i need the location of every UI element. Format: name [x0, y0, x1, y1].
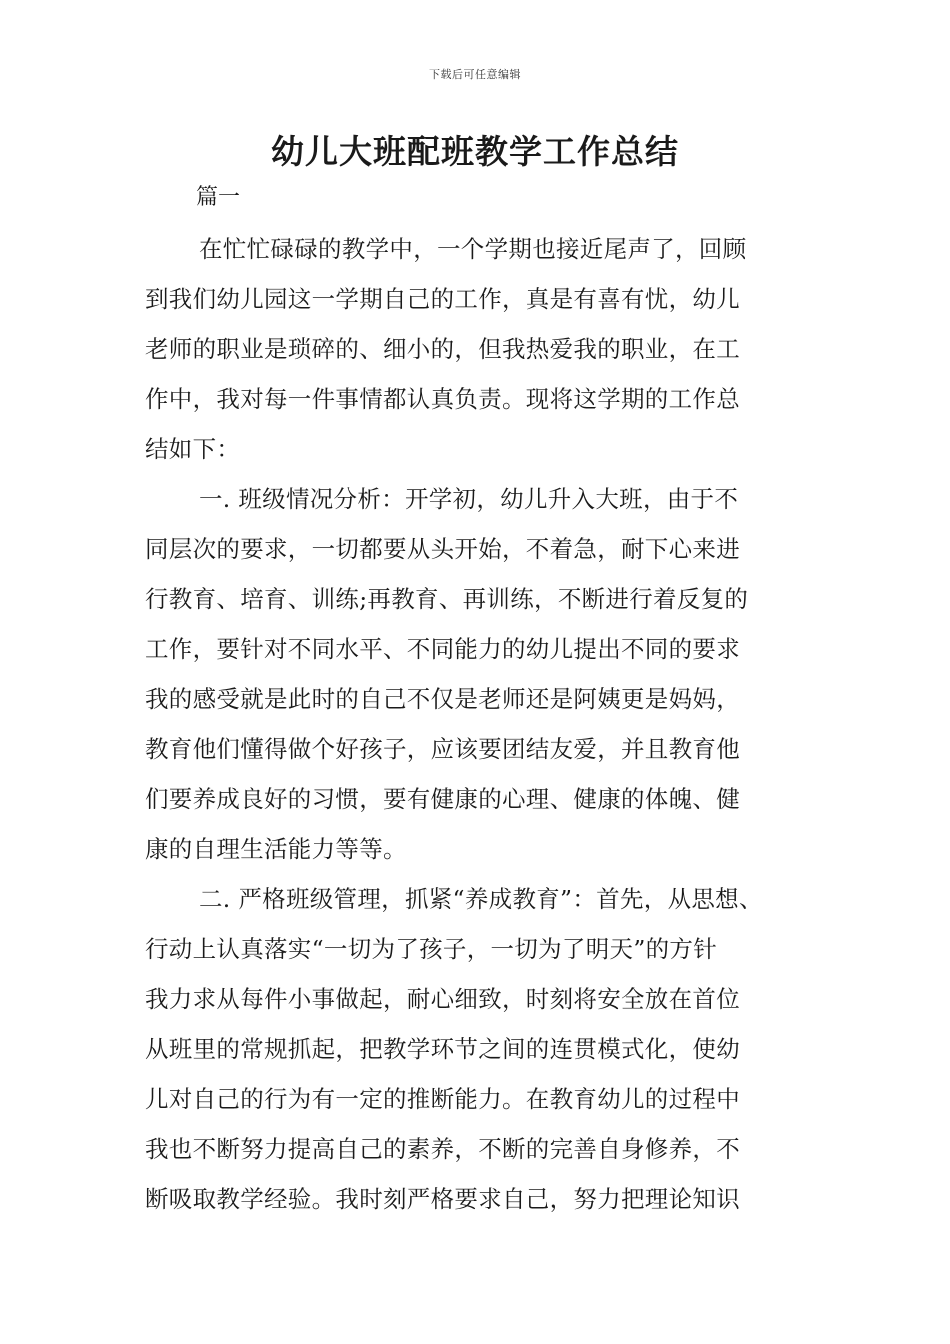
text-line: 我力求从每件小事做起，耐心细致，时刻将安全放在首位	[145, 985, 740, 1013]
text-line: 作中，我对每一件事情都认真负责。现将这学期的工作总	[145, 385, 740, 413]
text-line: 工作，要针对不同水平、不同能力的幼儿提出不同的要求	[145, 635, 740, 663]
text-line: 在忙忙碌碌的教学中，一个学期也接近尾声了，回顾	[199, 235, 747, 263]
text-line: 行动上认真落实“一切为了孩子，一切为了明天”的方针	[145, 935, 718, 963]
text-line: 我的感受就是此时的自己不仅是老师还是阿姨更是妈妈，	[145, 685, 740, 713]
text-line: 一. 班级情况分析：开学初，幼儿升入大班，由于不	[199, 485, 739, 513]
text-line: 断吸取教学经验。我时刻严格要求自己，努力把理论知识	[145, 1185, 740, 1213]
text-line: 二. 严格班级管理，抓紧“养成教育”：首先，从思想、	[199, 885, 763, 913]
text-line: 到我们幼儿园这一学期自己的工作，真是有喜有忧，幼儿	[145, 285, 740, 313]
text-line: 行教育、培育、训练;再教育、再训练，不断进行着反复的	[145, 585, 749, 613]
document-title: 幼儿大班配班教学工作总结	[271, 132, 679, 171]
header-note: 下载后可任意编辑	[429, 68, 521, 81]
text-line: 结如下：	[145, 435, 241, 463]
text-line: 教育他们懂得做个好孩子，应该要团结友爱，并且教育他	[145, 735, 740, 763]
body-text	[145, 230, 810, 1230]
text-line: 老师的职业是琐碎的、细小的，但我热爱我的职业，在工	[145, 335, 740, 363]
text-line: 儿对自己的行为有一定的推断能力。在教育幼儿的过程中	[145, 1085, 740, 1113]
text-line: 同层次的要求，一切都要从头开始，不着急，耐下心来进	[145, 535, 740, 563]
text-line: 我也不断努力提高自己的素养，不断的完善自身修养，不	[145, 1135, 740, 1163]
text-line: 们要养成良好的习惯，要有健康的心理、健康的体魄、健	[145, 785, 740, 813]
section-label: 篇一	[196, 185, 241, 210]
text-line: 康的自理生活能力等等。	[145, 835, 407, 863]
text-line: 从班里的常规抓起，把教学环节之间的连贯模式化，使幼	[145, 1035, 740, 1063]
